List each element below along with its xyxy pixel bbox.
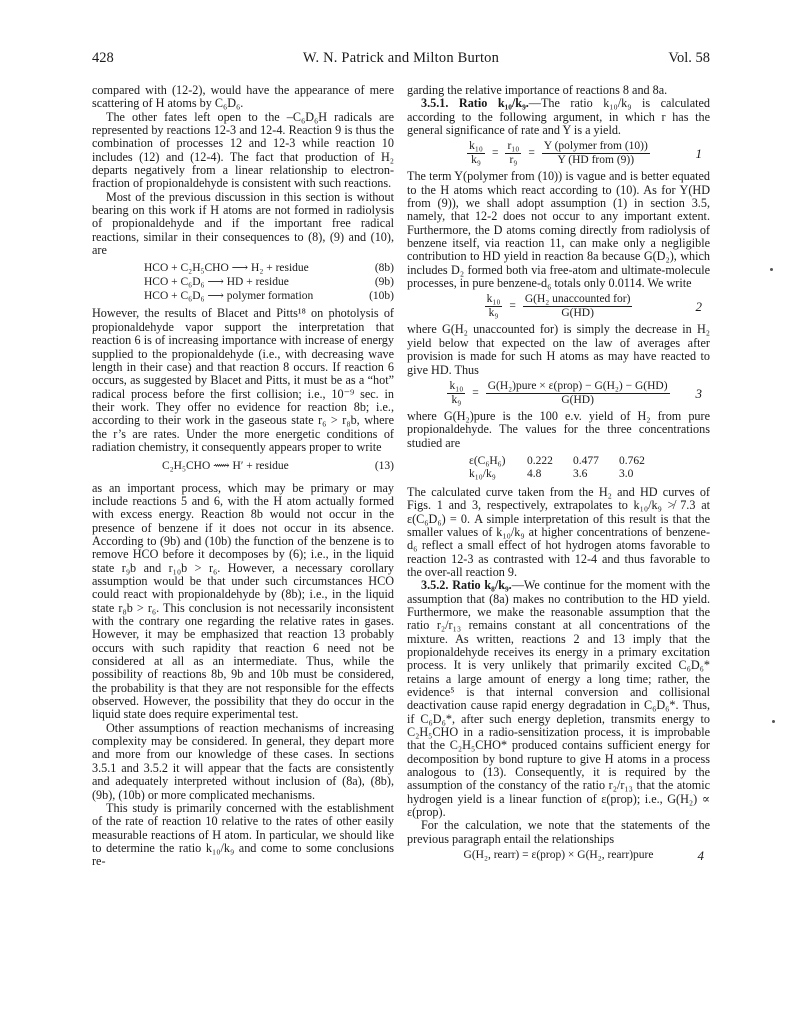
section-text: —The ratio k₁₀/k₉ is calculated according to the following argument, in which r has the general significance of rate and Y is a yield.: [407, 96, 710, 138]
denominator: k₉: [488, 307, 499, 320]
section-3-5-1: [407, 97, 710, 137]
denominator: k₉: [451, 393, 462, 406]
paragraph: This study is primarily concerned with the establishment of the rate of reaction 10 relative to the rates of other easily measurable reactions of H atom. In particular, we should like to determine the ratio k₁₀/k₉ and come to some conclusions re-: [92, 800, 394, 869]
equation-number: 1: [695, 146, 702, 162]
paragraph: as an important process, which may be primary or may include reactions 5 and 6, with the H atom actually formed with excess energy. Reaction 8b would not occur in the presence of benzene if it does not occur in its absence. According to (9b) and (10b) the function of the benzene is to remove HCO before it decomposes by (6); i.e., in the liquid state r₉b and r₁₀b > r₆. However, a necessary corollary assumption would be that under such circumstances HCO could react with propionaldehyde by (8b); i.e., in the liquid state r₈b > r₆. This conclusion is not necessarily inconsistent with the contrary one regarding the relative rates in gases. However, it may be emphasized that reaction 13 probably occurs with such rapidity that reaction 6 need not be considered at all as an intermediate. Thus, while the possibility of reactions 8b, 9b and 10b must be considered, the probability is that they are not responsible for the effects observed. However, the possibility that they do occur in the liquid state does require experimental test.: [92, 480, 394, 722]
section-text: —We continue for the moment with the assumption that (8a) makes no contribution to the HD yield. Furthermore, we make the reasonable assumption that the ratio r₂/r₁₃ remains constant at all concentrations of the mixture. As written, reactions 2 and 13 imply that the propionaldehyde receives its energy in a primary excitation process. It is very unlikely that primarily excited C₆D₆* retains a large amount of energy a long time; rather, the evidence⁵ is that internal conversion and collisional deactivation cause rapid energy degradation in C₆D₆*. Thus, if C₆D₆*, after such energy depletion, transmits energy to C₂H₅CHO in a radio-sensitization process, it is improbable that the C₂H₅CHO* produced contains sufficient energy for decomposition by bond rupture to give H atoms in a process analogous to (13). Consequently, it is required by the assumption of the constancy of the ratio r₂/r₁₃ that the atomic hydrogen yield is a linear function of ε(prop); i.e., G(H₂) ∝ ε(prop).: [407, 578, 710, 820]
numerator: G(H₂)pure × ε(prop) − G(H₂) − G(HD): [487, 379, 668, 392]
table-cell: 3.6: [573, 467, 588, 480]
equation-body: G(H₂, rearr) = ε(prop) × G(H₂, rearr)pure: [463, 849, 654, 862]
reaction-equation: HCO + C₆D₆ ⟶ polymer formation: [144, 290, 314, 303]
paragraph: Other assumptions of reaction mechanisms of increasing complexity may be considered. In general, they depart more and more from our knowledge of these cases. In sections 3.5.1 and 3.5.2 it will appear that the facts are consistently and adequately interpreted without inclusion of (8a), (8b), (9b), (10b) or more complicated mechanisms.: [92, 720, 394, 802]
paragraph: The term Y(polymer from (10)) is vague and is better equated to the H atoms which react according to (10). As for Y(HD from (9)), we shall adopt assumption (1) in section 3.5, namely, that 12-2 does not occur to any important extent. Furthermore, the D atoms coming directly from radiolysis of benzene itself, via reaction 11, can make only a negligible contribution to HD yield in reaction 8a because G(D₂), which includes D₂ formed both via free-atom and ultimate-molecule processes, in pure benzene-d₆ totals only 0.0114. We write: [407, 169, 710, 291]
fraction: [505, 140, 521, 167]
table-cell: 0.477: [573, 454, 599, 467]
volume-label: Vol. 58: [668, 50, 710, 66]
table-row: [469, 468, 710, 481]
reaction-number: (13): [374, 460, 394, 473]
reaction-equation: HCO + C₆D₆ ⟶ HD + residue: [144, 276, 289, 289]
row-label: ε(C₆H₆): [469, 454, 506, 467]
denominator: Y (HD from (9)): [557, 154, 635, 167]
paragraph: garding the relative importance of reactions 8 and 8a.: [407, 83, 668, 97]
scan-speck: [770, 268, 773, 271]
table-cell: 4.8: [527, 467, 542, 480]
paragraph: The calculated curve taken from the H₂ and HD curves of Figs. 1 and 3, respectively, extrapolates to k₁₀/k₉ ≯ 7.3 at ε(C₆D₆) = 0. A simple interpretation of this result is that the smaller values of k₁₀/k₉ at higher concentrations of benzene-d₆ reflect a small effect of hot hydrogen atoms favorable to reaction 12-3 as contrasted with 12-4 and thus favorable to the over-all reaction 9.: [407, 484, 710, 579]
section-3-5-2: [407, 579, 710, 819]
equation-3: $\frac{\text{k₁₀}}{\text{k₉}}$ = $\frac{\text{G(H₂)pure × ε(prop) − G(H₂) − G(HD)}}{G(HD)}$ 3: [449, 379, 702, 406]
fraction: [486, 380, 670, 407]
paragraph: Most of the previous discussion in this section is without bearing on this work if H atoms are not formed in radiolysis of propionaldehyde and if the important free radical reactions, similar in their consequences to (8), (9) and (10), are: [92, 189, 394, 258]
reaction-10b: [92, 289, 394, 303]
numerator: G(H₂ unaccounted for): [524, 293, 631, 306]
fraction: [542, 140, 650, 167]
equation-2: $\frac{\text{k₁₀}}{\text{k₉}}$ = $\frac{\text{G(H₂ unaccounted for)}}{G(HD)}$ 2: [486, 293, 702, 320]
right-column: [407, 84, 710, 863]
fraction: [485, 293, 503, 320]
reaction-9b: [92, 275, 394, 289]
fraction: [467, 140, 485, 167]
paragraph: For the calculation, we note that the statements of the previous paragraph entail the relationships: [407, 818, 710, 846]
reaction-equation: C₂H₅CHO ⟿ H′ + residue: [162, 460, 289, 473]
table-row: [469, 455, 710, 468]
fraction: [523, 293, 633, 320]
reaction-equation: HCO + C₂H₅CHO ⟶ H₂ + residue: [144, 262, 309, 275]
reaction-13: [92, 460, 394, 473]
page-number: 428: [92, 50, 114, 66]
paragraph: compared with (12-2), would have the appearance of mere scattering of H atoms by C₆D₆.: [92, 83, 394, 111]
equation-number: 3: [695, 385, 702, 401]
denominator: r₉: [509, 154, 518, 167]
numerator: r₁₀: [507, 140, 520, 153]
table-cell: 3.0: [619, 467, 634, 480]
reaction-8b: [92, 261, 394, 275]
row-label: k₁₀/k₉: [469, 467, 496, 480]
left-column: [92, 84, 394, 869]
running-authors: W. N. Patrick and Milton Burton: [302, 50, 500, 66]
paragraph: However, the results of Blacet and Pitts¹⁸ on photolysis of propionaldehyde vapor support the interpretation that reaction 6 is of increasing importance with increase of energy supplied to the propionaldehyde (i.e., with decreasing wave length in their case) and that reaction 8 occurs. If reaction 6 occurs, as suggested by Blacet and Pitts, it must be as a “hot” radical process before the first collision; i.e., 10⁻⁹ sec. in their work. They offer no evidence for reaction 8b; i.e., according to their work in the gaseous state r₆ > r₈b, where the r’s are rates. Under the more energetic conditions of radiation chemistry, it consequently appears proper to write: [92, 306, 394, 454]
equation-1: $\frac{\text{k₁₀}}{\text{k₉}}$ = $\frac{\text{r₁₀}}{\text{r₉}}$ = $\frac{\text{Y (polymer from (10))}}{\text{Y (HD from (9))}}$ 1: [469, 140, 702, 167]
numerator: k₁₀: [469, 140, 483, 153]
reaction-block: [92, 261, 394, 303]
values-table: [407, 455, 710, 481]
section-heading: 3.5.1. Ratio k₁₀/k₉.: [421, 96, 529, 111]
equation-number: 2: [695, 299, 702, 315]
numerator: k₁₀: [486, 293, 501, 306]
equation-number: 4: [697, 848, 704, 864]
reaction-number: (10b): [369, 290, 394, 303]
running-header: [92, 50, 710, 70]
denominator: k₉: [471, 154, 481, 167]
reaction-number: (9b): [374, 276, 394, 289]
equation-4: [407, 849, 710, 862]
paragraph: where G(H₂)pure is the 100 e.v. yield of H₂ from pure propionaldehyde. The values for the three concentrations studied are: [407, 408, 710, 450]
section-heading: 3.5.2. Ratio k₈/k₉.: [421, 578, 512, 593]
paragraph: where G(H₂ unaccounted for) is simply the decrease in H₂ yield below that expected on the law of averages after provision is made for such H atoms as may have reacted to give HD. Thus: [407, 322, 710, 377]
denominator: G(HD): [561, 307, 594, 320]
table-cell: 0.762: [619, 454, 645, 467]
numerator: Y (polymer from (10)): [543, 140, 648, 153]
paragraph: The other fates left open to the –C₆D₆H radicals are represented by reactions 12-3 and 12-4. Reaction 9 is thus the combination of processes 12 and 12-3 while reaction 10 includes (12) and (12-4). The fact that production of H₂ departs negatively from a linear relationship to electron-fraction of propionaldehyde is consistent with such reactions.: [92, 109, 394, 191]
table-cell: 0.222: [527, 454, 553, 467]
reaction-number: (8b): [374, 262, 394, 275]
denominator: G(HD): [561, 393, 594, 406]
scan-speck: [772, 720, 775, 723]
numerator: k₁₀: [449, 379, 464, 392]
fraction: [447, 380, 465, 407]
